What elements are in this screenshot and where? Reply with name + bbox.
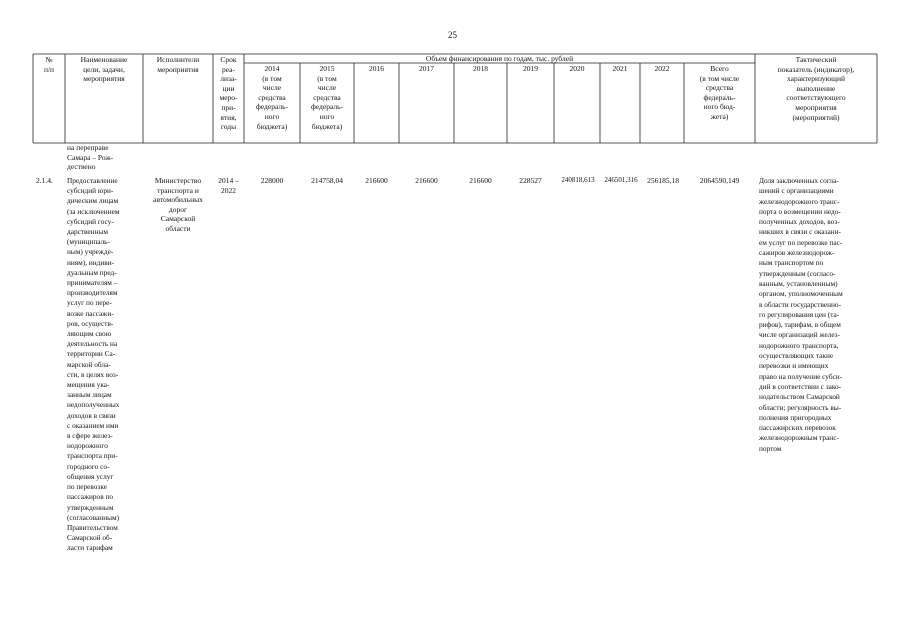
continuation-text: на переправе Самара – Рож- дествено [67, 143, 114, 172]
header-year-2018: 2018 [473, 64, 488, 73]
row-executor: Министерство транспорта и автомобильных дорог Самарской области [153, 176, 203, 233]
header-year-2017: 2017 [419, 64, 434, 73]
row-number: 2.1.4. [36, 176, 53, 185]
header-year-2020: 2020 [569, 64, 585, 73]
header-total: Всего (в том числе средства федераль- ного бюд- жета) [699, 64, 740, 121]
row-value-2019: 228527 [519, 176, 542, 185]
row-term: 2014 – 2022 [218, 176, 239, 195]
row-value-2021: 246501,316 [604, 176, 638, 184]
row-indicator: Доля заключенных согла- шений с организациями железнодорожного транс- порта о возмещении недо- полученных доходов, воз- никших в связи с оказани- ем услуг по перевозке пас- сажиров железнодорож- ным транспортом по утвержденным (согласо- ванным, установленным) органом, уполномоченным в области государственно- го регулирования цен (та- рифов), тарифам, в общем числе организаций желез- нодорожного транспорта, осуществляющих такие перевозки и имеющих право на получение субси- дий в соответствии с зако- нодательством Самарской области; регулярность вы- полнения пригородных пассажирских перевозок железнодорожным транс- портом [759, 176, 843, 453]
header-year-2015: 2015 (в том числе средства федераль- ного бюджета) [310, 64, 344, 131]
header-name: Наименование цели, задачи, мероприятия [80, 55, 128, 84]
header-year-2014: 2014 (в том числе средства федераль- ного бюджета) [255, 64, 289, 131]
row-value-2014: 228000 [260, 176, 284, 185]
header-executors: Исполнители мероприятия [156, 55, 200, 74]
row-value-total: 2064590,149 [699, 176, 740, 185]
header-year-2021: 2021 [612, 64, 628, 73]
page-number: 25 [448, 30, 457, 40]
header-year-2022: 2022 [654, 64, 670, 73]
header-financing-title: Объем финансирования по годам, тыс. рублей [425, 54, 574, 63]
row-value-2018: 216600 [469, 176, 492, 185]
row-value-2017: 216600 [415, 176, 438, 185]
header-term: Срок реа- лиза- ции меро- при- ятия, годы [219, 55, 238, 132]
header-num: № п/п [43, 55, 55, 74]
header-year-2016: 2016 [369, 64, 384, 73]
row-measure-name: Предоставление субсидий юри- дическим лицам (за исключением субсидий госу- дарственным (муниципаль- ным) учрежде- ниям), индиви- дуальным пред- принимателям – производителям услуг по пере- возке пассажи- ров, осуществ- ляющим свою деятельность на территории Са- марской обла- сти, в целях воз- мещения ука- занным лицам недополученных доходов в связи с оказанием ими в сфере желез- нодорожного транспорта при- городного со- общения услуг по перевозке пассажиров по утвержденным (согласованным) Правительством Самарской об- ласти тарифам [67, 176, 120, 553]
row-value-2015: 214758,04 [311, 176, 343, 185]
header-indicator: Тактический показатель (индикатор), характеризующий выполнение соответствующего мероприятия (мероприятий) [777, 55, 855, 122]
row-value-2016: 216600 [365, 176, 388, 185]
header-year-2019: 2019 [523, 64, 538, 73]
row-value-2020: 240818,613 [561, 176, 595, 184]
row-value-2022: 256185,18 [647, 176, 679, 185]
